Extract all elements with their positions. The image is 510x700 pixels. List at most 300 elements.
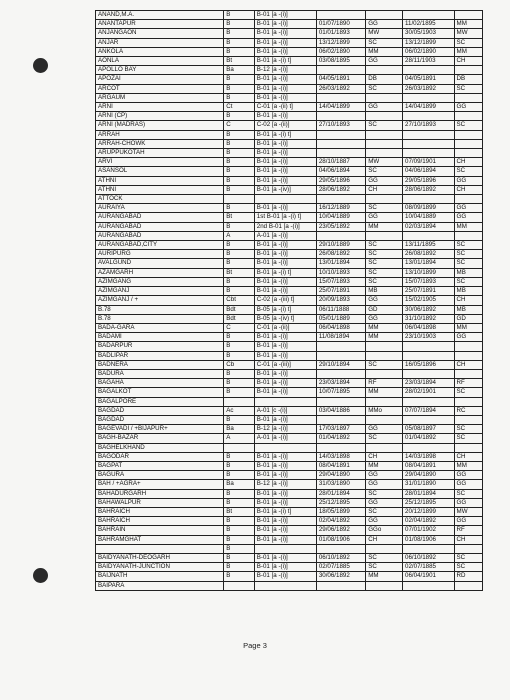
cell-place-name: BAGALKOT (96, 388, 224, 397)
cell-place-name: B.78 (96, 305, 224, 314)
cell-earliest-source: GGo (366, 526, 403, 535)
cell-earliest-date: 06/11/1888 (316, 305, 365, 314)
cell-earliest-date: 27/10/1893 (316, 121, 365, 130)
cell-earliest-source (366, 342, 403, 351)
cell-type-code: B-01 [a -(i)] (254, 526, 316, 535)
cell-earliest-date: 17/03/1897 (316, 425, 365, 434)
ledger-body (96, 11, 483, 591)
cell-earliest-date: 06/02/1890 (316, 47, 365, 56)
cell-earliest-source: MMo (366, 406, 403, 415)
cell-latest-date (403, 369, 455, 378)
cell-type-code: B-01 [a -(i) t] (254, 130, 316, 139)
cell-type-code: B-01 [a -(i)] (254, 158, 316, 167)
cell-latest-source (454, 342, 482, 351)
cell-type-code: B-01 [a -(i)] (254, 369, 316, 378)
cell-earliest-source (366, 581, 403, 590)
cell-type-code: C-01 [a -(iii)] (254, 360, 316, 369)
cell-class-code: B (224, 75, 254, 84)
table-row (96, 526, 483, 535)
cell-latest-date: 01/08/1906 (403, 535, 455, 544)
cell-type-code: B-01 [a -(i)] (254, 351, 316, 360)
cell-class-code: Cb (224, 360, 254, 369)
cell-class-code: Ct (224, 103, 254, 112)
cell-type-code: B-12 [a -(i)] (254, 480, 316, 489)
cell-type-code: B-01 [a -(i)] (254, 241, 316, 250)
cell-place-name: BAIJNATH (96, 572, 224, 581)
cell-earliest-date (316, 231, 365, 240)
cell-earliest-date: 02/04/1892 (316, 517, 365, 526)
table-row (96, 167, 483, 176)
cell-earliest-date: 25/12/1895 (316, 498, 365, 507)
table-row (96, 222, 483, 231)
cell-class-code: B (224, 498, 254, 507)
cell-place-name: AURANGABAD (96, 231, 224, 240)
cell-place-name: ASANSOL (96, 167, 224, 176)
cell-latest-date (403, 231, 455, 240)
cell-latest-date: 27/10/1893 (403, 121, 455, 130)
cell-latest-source: CH (454, 185, 482, 194)
cell-type-code: B-01 [a -(i)] (254, 388, 316, 397)
table-row (96, 277, 483, 286)
cell-class-code: B (224, 379, 254, 388)
cell-latest-date: 07/09/1901 (403, 158, 455, 167)
cell-type-code: C-02 [a -(ii)] (254, 121, 316, 130)
table-row (96, 563, 483, 572)
cell-type-code (254, 581, 316, 590)
cell-class-code: B (224, 535, 254, 544)
cell-latest-source: CH (454, 158, 482, 167)
cell-latest-date (403, 351, 455, 360)
cell-latest-date (403, 93, 455, 102)
cell-class-code: B (224, 139, 254, 148)
cell-type-code: A-01 [c -(i)] (254, 406, 316, 415)
cell-earliest-source: GG (366, 425, 403, 434)
cell-place-name: BAHRAICH (96, 507, 224, 516)
table-row (96, 360, 483, 369)
table-row (96, 333, 483, 342)
cell-latest-date: 10/04/1889 (403, 213, 455, 222)
cell-latest-date: 23/03/1894 (403, 379, 455, 388)
cell-type-code: B-01 [a -(i)] (254, 84, 316, 93)
cell-latest-date: 01/04/1892 (403, 434, 455, 443)
cell-place-name: ARNI (MADRAS) (96, 121, 224, 130)
cell-class-code: Ba (224, 480, 254, 489)
cell-type-code: B-01 [a -(i)] (254, 452, 316, 461)
cell-earliest-date: 23/05/1892 (316, 222, 365, 231)
cell-earliest-date: 08/04/1891 (316, 461, 365, 470)
cell-latest-source: DB (454, 75, 482, 84)
cell-type-code: B-01 [a -(i)] (254, 47, 316, 56)
cell-earliest-source: SC (366, 204, 403, 213)
cell-earliest-date (316, 93, 365, 102)
cell-earliest-source: GG (366, 103, 403, 112)
cell-type-code: B-01 [a -(i) t] (254, 268, 316, 277)
cell-earliest-date: 15/07/1893 (316, 277, 365, 286)
table-row (96, 581, 483, 590)
cell-earliest-source: MM (366, 222, 403, 231)
cell-earliest-source: GG (366, 176, 403, 185)
cell-latest-date: 31/01/1890 (403, 480, 455, 489)
table-row (96, 553, 483, 562)
cell-class-code: B (224, 553, 254, 562)
cell-type-code: B-01 [a -(i)] (254, 471, 316, 480)
cell-latest-source: SC (454, 277, 482, 286)
cell-place-name: ANANTAPUR (96, 20, 224, 29)
cell-class-code: B (224, 222, 254, 231)
cell-latest-source (454, 149, 482, 158)
cell-place-name: BAHRAMGHAT (96, 535, 224, 544)
cell-latest-source: CH (454, 535, 482, 544)
table-row (96, 452, 483, 461)
cell-latest-source: MM (454, 20, 482, 29)
cell-class-code: B (224, 544, 254, 553)
table-row (96, 185, 483, 194)
cell-latest-source: GG (454, 176, 482, 185)
cell-latest-source: SC (454, 167, 482, 176)
cell-latest-date: 20/12/1899 (403, 507, 455, 516)
cell-earliest-date: 01/08/1906 (316, 535, 365, 544)
cell-earliest-date: 31/03/1890 (316, 480, 365, 489)
cell-latest-date: 30/06/1892 (403, 305, 455, 314)
page-number: Page 3 (243, 641, 267, 650)
cell-latest-date: 06/02/1890 (403, 47, 455, 56)
cell-earliest-date: 06/04/1898 (316, 323, 365, 332)
cell-earliest-date: 05/01/1889 (316, 314, 365, 323)
cell-place-name: AURAIYA (96, 204, 224, 213)
cell-latest-date: 04/05/1891 (403, 75, 455, 84)
cell-class-code: B (224, 149, 254, 158)
cell-earliest-source (366, 351, 403, 360)
cell-latest-source: SC (454, 121, 482, 130)
table-row (96, 369, 483, 378)
cell-latest-source: MM (454, 323, 482, 332)
cell-place-name: BAIDYANATH-JUNCTION (96, 563, 224, 572)
cell-latest-source: RC (454, 406, 482, 415)
cell-latest-date (403, 195, 455, 204)
cell-latest-source (454, 112, 482, 121)
table-row (96, 287, 483, 296)
cell-place-name: ARVI (96, 158, 224, 167)
cell-earliest-date: 28/01/1894 (316, 489, 365, 498)
cell-earliest-source: SC (366, 121, 403, 130)
cell-latest-source: CH (454, 452, 482, 461)
cell-earliest-source: SC (366, 277, 403, 286)
cell-class-code: B (224, 47, 254, 56)
cell-class-code (224, 443, 254, 452)
cell-class-code (224, 581, 254, 590)
cell-place-name: BAGH-BAZAR (96, 434, 224, 443)
cell-earliest-source: GG (366, 314, 403, 323)
cell-earliest-source: SC (366, 84, 403, 93)
table-row (96, 47, 483, 56)
cell-earliest-source (366, 149, 403, 158)
postmark-ledger-table (95, 10, 483, 591)
cell-latest-source: GG (454, 480, 482, 489)
cell-latest-date: 05/08/1897 (403, 425, 455, 434)
cell-type-code: B-01 [a -(i)] (254, 112, 316, 121)
cell-earliest-date (316, 544, 365, 553)
cell-type-code (254, 443, 316, 452)
cell-latest-source: MB (454, 305, 482, 314)
cell-earliest-source: MW (366, 158, 403, 167)
cell-place-name: BAGHELKHAND (96, 443, 224, 452)
punch-hole (33, 568, 48, 583)
cell-latest-date: 28/02/1901 (403, 388, 455, 397)
cell-earliest-source: SC (366, 250, 403, 259)
table-row (96, 241, 483, 250)
cell-class-code: B (224, 572, 254, 581)
table-row (96, 507, 483, 516)
cell-type-code: B-01 [a -(i)] (254, 250, 316, 259)
cell-earliest-date (316, 149, 365, 158)
cell-latest-date (403, 581, 455, 590)
cell-latest-source: GD (454, 314, 482, 323)
cell-latest-source: SC (454, 259, 482, 268)
cell-place-name: BAIPARA (96, 581, 224, 590)
cell-latest-source: MW (454, 29, 482, 38)
cell-type-code: B-01 [a -(i)] (254, 489, 316, 498)
cell-earliest-source: SC (366, 507, 403, 516)
cell-earliest-source: DB (366, 75, 403, 84)
table-row (96, 397, 483, 406)
table-row (96, 195, 483, 204)
cell-latest-date: 15/07/1893 (403, 277, 455, 286)
cell-class-code: C (224, 121, 254, 130)
cell-latest-source: MB (454, 268, 482, 277)
cell-class-code: B (224, 287, 254, 296)
cell-earliest-source: CH (366, 452, 403, 461)
cell-latest-source (454, 195, 482, 204)
cell-place-name: BAHRAIN (96, 526, 224, 535)
cell-place-name: ATHNI (96, 176, 224, 185)
cell-type-code: B-12 [a -(i)] (254, 425, 316, 434)
cell-latest-date (403, 443, 455, 452)
cell-place-name: ANJAR (96, 38, 224, 47)
cell-earliest-date: 28/10/1887 (316, 158, 365, 167)
cell-earliest-source (366, 93, 403, 102)
cell-earliest-date: 29/10/1889 (316, 241, 365, 250)
cell-latest-source: SC (454, 563, 482, 572)
cell-latest-source (454, 66, 482, 75)
table-row (96, 314, 483, 323)
cell-earliest-date (316, 11, 365, 20)
cell-latest-date: 13/12/1899 (403, 38, 455, 47)
cell-latest-source (454, 351, 482, 360)
cell-class-code: C (224, 323, 254, 332)
cell-type-code: C-01 [a -(ii) t] (254, 103, 316, 112)
cell-place-name: ARCOT (96, 84, 224, 93)
cell-class-code: Bdt (224, 305, 254, 314)
cell-class-code (224, 195, 254, 204)
cell-type-code: C-02 [a -(iii) t] (254, 296, 316, 305)
cell-earliest-date (316, 342, 365, 351)
cell-earliest-date: 03/04/1886 (316, 406, 365, 415)
cell-earliest-source: MM (366, 47, 403, 56)
cell-place-name: AZIMGANJ / + (96, 296, 224, 305)
cell-earliest-source: CH (366, 535, 403, 544)
table-row (96, 296, 483, 305)
cell-earliest-source: CH (366, 185, 403, 194)
cell-place-name: ARUPPUKOTAH (96, 149, 224, 158)
cell-earliest-date: 13/12/1899 (316, 38, 365, 47)
cell-class-code: B (224, 489, 254, 498)
table-row (96, 415, 483, 424)
cell-type-code (254, 195, 316, 204)
cell-earliest-date: 04/05/1891 (316, 75, 365, 84)
cell-place-name: ARRAH (96, 130, 224, 139)
table-row (96, 471, 483, 480)
cell-latest-source (454, 130, 482, 139)
table-row (96, 66, 483, 75)
cell-type-code: B-01 [a -(i)] (254, 75, 316, 84)
table-row (96, 517, 483, 526)
cell-earliest-source: GG (366, 20, 403, 29)
cell-latest-source (454, 139, 482, 148)
cell-type-code: B-01 [a -(i)] (254, 342, 316, 351)
cell-latest-date: 16/05/1896 (403, 360, 455, 369)
cell-earliest-source (366, 231, 403, 240)
cell-type-code: B-01 [a -(i)] (254, 139, 316, 148)
cell-latest-source: CH (454, 57, 482, 66)
cell-class-code: B (224, 259, 254, 268)
cell-place-name: BADARPUR (96, 342, 224, 351)
table-row (96, 443, 483, 452)
cell-place-name: BAGEVADI / +BIJAPUR+ (96, 425, 224, 434)
cell-latest-date: 28/06/1892 (403, 185, 455, 194)
cell-earliest-source: GG (366, 213, 403, 222)
cell-earliest-date (316, 66, 365, 75)
cell-earliest-date: 10/10/1893 (316, 268, 365, 277)
cell-class-code: B (224, 277, 254, 286)
cell-latest-source: GG (454, 213, 482, 222)
cell-latest-source: SC (454, 250, 482, 259)
cell-earliest-date (316, 397, 365, 406)
cell-latest-date: 02/04/1892 (403, 517, 455, 526)
cell-latest-date: 06/04/1901 (403, 572, 455, 581)
cell-place-name: AURANGABAD (96, 213, 224, 222)
cell-earliest-date (316, 443, 365, 452)
cell-latest-date (403, 11, 455, 20)
cell-earliest-date: 03/08/1895 (316, 57, 365, 66)
cell-latest-date (403, 139, 455, 148)
cell-type-code: B-01 [a -(i)] (254, 29, 316, 38)
table-row (96, 38, 483, 47)
cell-earliest-date (316, 130, 365, 139)
cell-earliest-source: GG (366, 498, 403, 507)
cell-earliest-date: 26/03/1892 (316, 84, 365, 93)
cell-earliest-source: MM (366, 388, 403, 397)
cell-class-code: Bt (224, 213, 254, 222)
cell-type-code: 1st B-01 [a -(i) t] (254, 213, 316, 222)
cell-earliest-date: 11/08/1894 (316, 333, 365, 342)
cell-earliest-source: MW (366, 29, 403, 38)
cell-place-name: AZIMGANG (96, 277, 224, 286)
cell-place-name: B.78 (96, 314, 224, 323)
cell-type-code: B-01 [a -(i) t] (254, 507, 316, 516)
cell-place-name: BAHRAICH (96, 517, 224, 526)
cell-latest-date (403, 342, 455, 351)
cell-latest-date: 08/04/1891 (403, 461, 455, 470)
cell-latest-source: SC (454, 489, 482, 498)
cell-type-code: B-01 [a -(i)] (254, 204, 316, 213)
cell-type-code: A-01 [a -(i)] (254, 231, 316, 240)
cell-place-name: ARGAUM (96, 93, 224, 102)
cell-earliest-date (316, 415, 365, 424)
cell-latest-source: SC (454, 241, 482, 250)
cell-earliest-date (316, 112, 365, 121)
cell-latest-date: 26/03/1892 (403, 84, 455, 93)
cell-latest-date (403, 397, 455, 406)
cell-earliest-date: 30/06/1892 (316, 572, 365, 581)
cell-class-code: Ba (224, 425, 254, 434)
cell-latest-date: 29/05/1896 (403, 176, 455, 185)
cell-place-name: BADURA (96, 369, 224, 378)
cell-place-name: AZAMGARH (96, 268, 224, 277)
cell-earliest-date: 18/05/1899 (316, 507, 365, 516)
cell-place-name: BAH / +AGRA+ (96, 480, 224, 489)
table-row (96, 20, 483, 29)
cell-latest-source: CH (454, 360, 482, 369)
cell-place-name: BADLIPAR (96, 351, 224, 360)
cell-place-name (96, 544, 224, 553)
cell-latest-source: MM (454, 47, 482, 56)
cell-type-code (254, 397, 316, 406)
cell-place-name: ARRAH-CHOWK (96, 139, 224, 148)
table-row (96, 379, 483, 388)
cell-earliest-source (366, 369, 403, 378)
cell-place-name: APOLLO BAY (96, 66, 224, 75)
cell-type-code: B-01 [a -(i)] (254, 517, 316, 526)
cell-place-name: APOZAI (96, 75, 224, 84)
cell-latest-date (403, 149, 455, 158)
punch-hole (33, 58, 48, 73)
cell-earliest-date: 26/08/1892 (316, 250, 365, 259)
table-row (96, 57, 483, 66)
cell-latest-source (454, 544, 482, 553)
cell-type-code: B-01 [a -(i)] (254, 287, 316, 296)
cell-earliest-source: SC (366, 563, 403, 572)
cell-latest-source: CH (454, 296, 482, 305)
cell-type-code: B-01 [a -(i)] (254, 379, 316, 388)
cell-type-code: B-01 [a -(i)] (254, 277, 316, 286)
cell-latest-date: 13/01/1894 (403, 259, 455, 268)
cell-latest-source: SC (454, 38, 482, 47)
cell-latest-date: 13/11/1895 (403, 241, 455, 250)
cell-place-name: BAHAWALPUR (96, 498, 224, 507)
cell-earliest-source (366, 544, 403, 553)
cell-earliest-date: 01/04/1892 (316, 434, 365, 443)
cell-latest-source: MM (454, 222, 482, 231)
cell-earliest-source: MM (366, 461, 403, 470)
cell-class-code: B (224, 241, 254, 250)
cell-place-name: BAGDAD (96, 406, 224, 415)
cell-earliest-source: GG (366, 480, 403, 489)
cell-earliest-date: 29/05/1896 (316, 176, 365, 185)
cell-class-code: Ac (224, 406, 254, 415)
cell-earliest-source: SC (366, 553, 403, 562)
cell-earliest-date: 01/07/1890 (316, 20, 365, 29)
cell-earliest-date (316, 581, 365, 590)
cell-type-code: B-01 [a -(i)] (254, 333, 316, 342)
cell-class-code: B (224, 333, 254, 342)
cell-class-code: B (224, 471, 254, 480)
cell-class-code: Bt (224, 507, 254, 516)
table-row (96, 268, 483, 277)
cell-type-code: B-01 [a -(iv)] (254, 185, 316, 194)
cell-latest-source (454, 581, 482, 590)
table-row (96, 572, 483, 581)
cell-latest-source: GG (454, 517, 482, 526)
